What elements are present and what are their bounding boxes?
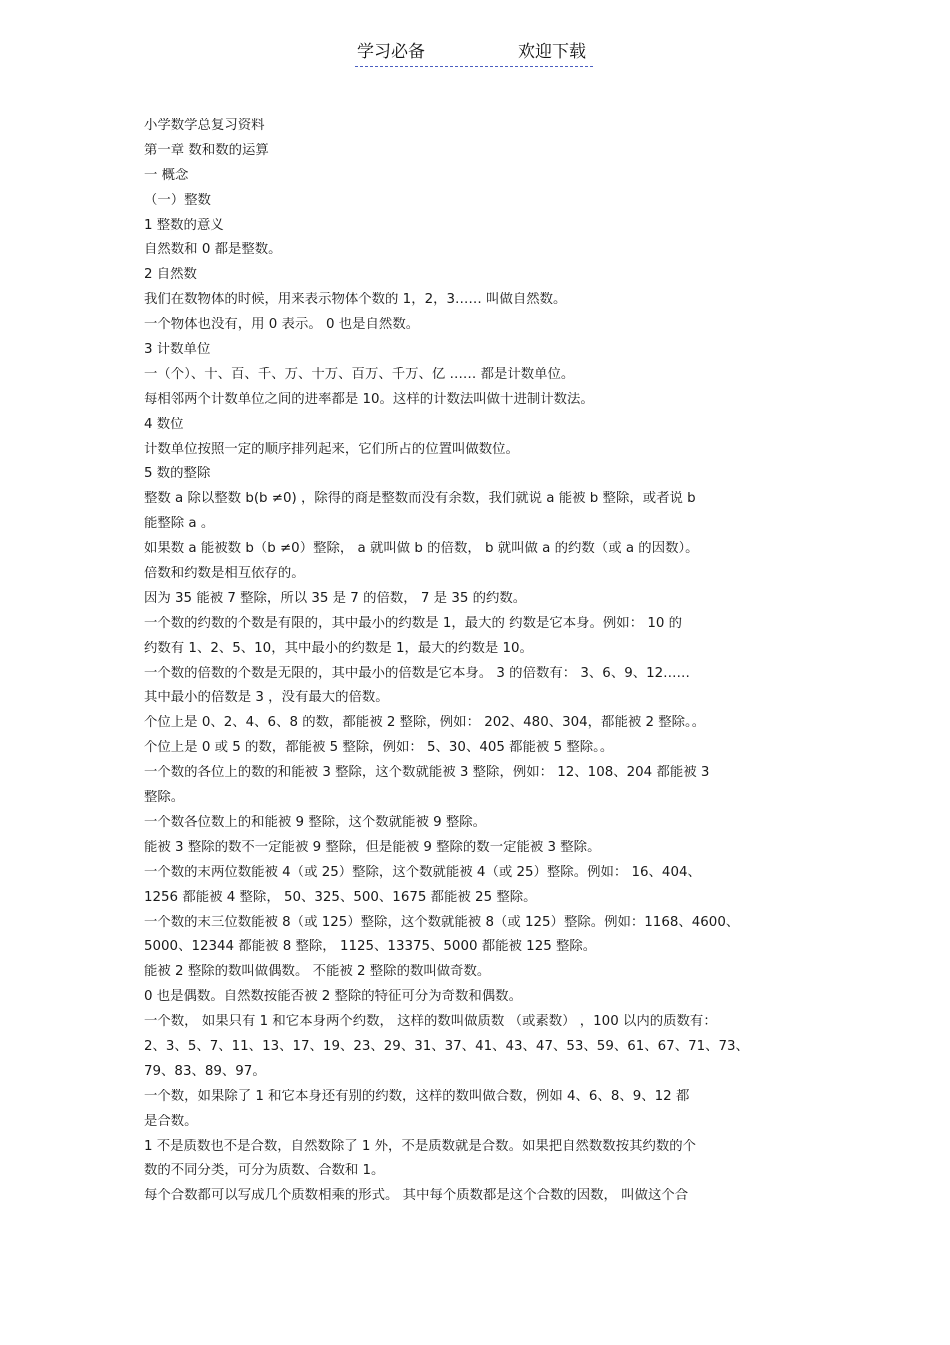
text-line: 小学数学总复习资料 xyxy=(144,118,265,133)
text-line: 数的不同分类，可分为质数、合数和 1。 xyxy=(144,1163,385,1179)
text-line: 一个数， 如果只有 1 和它本身两个约数， 这样的数叫做质数 （或素数） ，100 以内的质数有： xyxy=(144,1014,717,1030)
text-line: 一 概念 xyxy=(144,167,189,183)
header-right-text: 欢迎下载 xyxy=(518,42,586,62)
text-line: 一个数的末三位数能被 8（或 125）整除，这个数就能被 8（或 125）整除。例如：1168、4600、 xyxy=(144,914,740,930)
text-line: 一个数的约数的个数是有限的，其中最小的约数是 1，最大的 约数是它本身。例如： 10 的 xyxy=(144,615,683,631)
header-left-text: 学习必备 xyxy=(357,42,425,62)
text-line: 一个物体也没有，用 0 表示。 0 也是自然数。 xyxy=(144,317,420,333)
text-line: 4 数位 xyxy=(144,416,184,432)
text-line: 能被 3 整除的数不一定能被 9 整除，但是能被 9 整除的数一定能被 3 整除。 xyxy=(144,839,601,855)
text-line: 一个数各位数上的和能被 9 整除，这个数就能被 9 整除。 xyxy=(144,814,487,830)
text-line: 1256 都能被 4 整除， 50、325、500、1675 都能被 25 整除。 xyxy=(144,889,537,905)
text-line: 约数有 1、2、5、10，其中最小的约数是 1，最大的约数是 10。 xyxy=(144,640,533,656)
text-line: 一（个）、十、百、千、万、十万、百万、千万、亿 …… 都是计数单位。 xyxy=(144,366,575,382)
text-line: 一个数的末两位数能被 4（或 25）整除，这个数就能被 4（或 25）整除。例如： 16、404、 xyxy=(144,864,701,880)
text-line: 5000、12344 都能被 8 整除， 1125、13375、5000 都能被 125 整除。 xyxy=(144,939,597,955)
text-line: 是合数。 xyxy=(144,1113,198,1129)
text-line: 因为 35 能被 7 整除，所以 35 是 7 的倍数， 7 是 35 的约数。 xyxy=(144,590,527,606)
text-line: 一个数的倍数的个数是无限的，其中最小的倍数是它本身。 3 的倍数有： 3、6、9、12…… xyxy=(144,665,690,681)
text-line: 我们在数物体的时候，用来表示物体个数的 1，2，3…… 叫做自然数。 xyxy=(144,292,567,308)
text-line: 整数 a 除以整数 b(b ≠0) ，除得的商是整数而没有余数，我们就说 a 能被 b 整除，或者说 b xyxy=(144,491,696,507)
text-line: 0 也是偶数。自然数按能否被 2 整除的特征可分为奇数和偶数。 xyxy=(144,989,522,1005)
text-line: 5 数的整除 xyxy=(144,466,211,482)
text-line: 整除。 xyxy=(144,790,185,806)
text-line: 79、83、89、97。 xyxy=(144,1063,266,1079)
text-line: 1 不是质数也不是合数，自然数除了 1 外，不是质数就是合数。如果把自然数数按其约数的个 xyxy=(144,1138,697,1154)
text-line: 一个数，如果除了 1 和它本身还有别的约数，这样的数叫做合数，例如 4、6、8、9、12 都 xyxy=(144,1088,690,1104)
text-line: 如果数 a 能被数 b（b ≠0）整除， a 就叫做 b 的倍数， b 就叫做 a 的约数（或 a 的因数）。 xyxy=(144,541,699,557)
text-line: 每相邻两个计数单位之间的进率都是 10。这样的计数法叫做十进制计数法。 xyxy=(144,391,594,407)
text-line: 2、3、5、7、11、13、17、19、23、29、31、37、41、43、47、53、59、61、67、71、73、 xyxy=(144,1038,749,1054)
text-line: 一个数的各位上的数的和能被 3 整除，这个数就能被 3 整除，例如： 12、108、204 都能被 3 xyxy=(144,765,710,781)
text-line: 第一章 数和数的运算 xyxy=(144,142,269,158)
text-line: 自然数和 0 都是整数。 xyxy=(144,242,282,258)
text-line: 计数单位按照一定的顺序排列起来，它们所占的位置叫做数位。 xyxy=(144,441,519,457)
document-body xyxy=(144,118,814,1213)
text-line: 能被 2 整除的数叫做偶数。 不能被 2 整除的数叫做奇数。 xyxy=(144,964,491,980)
text-line: 3 计数单位 xyxy=(144,342,211,358)
page-header xyxy=(355,40,593,67)
text-line: 个位上是 0、2、4、6、8 的数，都能被 2 整除，例如： 202、480、304，都能被 2 整除。。 xyxy=(144,715,706,731)
text-line: 2 自然数 xyxy=(144,267,197,283)
text-line: （一）整数 xyxy=(144,192,211,208)
text-line: 能整除 a 。 xyxy=(144,516,215,532)
text-line: 个位上是 0 或 5 的数，都能被 5 整除，例如： 5、30、405 都能被 5 整除。。 xyxy=(144,740,614,756)
text-line: 1 整数的意义 xyxy=(144,217,224,233)
text-line: 每个合数都可以写成几个质数相乘的形式。 其中每个质数都是这个合数的因数， 叫做这个合 xyxy=(144,1188,689,1204)
text-line: 倍数和约数是相互依存的。 xyxy=(144,566,305,582)
text-line: 其中最小的倍数是 3 ，没有最大的倍数。 xyxy=(144,690,389,706)
